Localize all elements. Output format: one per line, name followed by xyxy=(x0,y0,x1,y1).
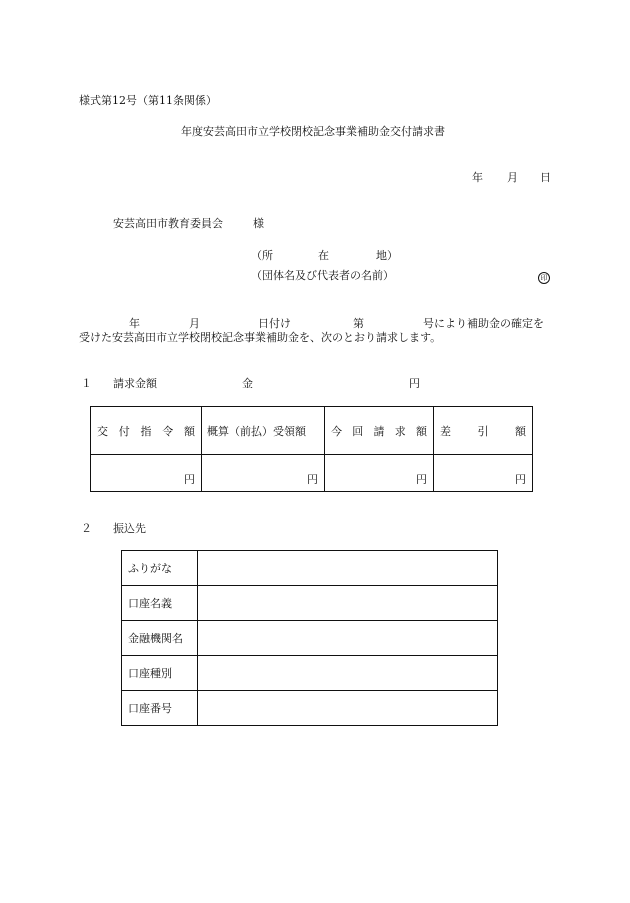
bank-row-label: 口座名義 xyxy=(122,586,198,621)
date-day-label: 日 xyxy=(540,171,551,184)
amount-header-cell xyxy=(325,407,434,455)
table-row xyxy=(122,656,498,691)
header-advance: 概算（前払）受領額 xyxy=(202,407,325,455)
table-row xyxy=(122,621,498,656)
section1-kin: 金 xyxy=(242,377,253,390)
amount-table xyxy=(90,406,533,492)
seal-mark: 印 xyxy=(538,270,550,284)
address-label-mid: 在 xyxy=(318,249,329,262)
bank-row-input[interactable] xyxy=(198,586,498,621)
amount-header-cell xyxy=(434,407,533,455)
table-row xyxy=(122,691,498,726)
body-line-2: 受けた安芸高田市立学校閉校記念事業補助金を、次のとおり請求します。 xyxy=(79,331,442,344)
amount-value-cell[interactable]: 円 xyxy=(202,455,325,492)
body-month: 月 xyxy=(189,317,200,330)
bank-row-input[interactable] xyxy=(198,691,498,726)
addressee-honorific: 様 xyxy=(253,217,264,230)
address-label-open: （所 xyxy=(251,249,273,262)
bank-row-input[interactable] xyxy=(198,621,498,656)
section2-label: 振込先 xyxy=(113,522,146,535)
bank-row-input[interactable] xyxy=(198,656,498,691)
amount-value-cell[interactable]: 円 xyxy=(434,455,533,492)
header-difference: 差 引 額 xyxy=(440,424,526,438)
address-label-close: 地） xyxy=(376,249,398,262)
amount-value-cell[interactable]: 円 xyxy=(91,455,202,492)
body-no: 第 xyxy=(353,317,364,330)
bank-row-input[interactable] xyxy=(198,551,498,586)
body-dated: 日付け xyxy=(258,317,291,330)
section1-yen: 円 xyxy=(409,377,420,390)
body-rest: 号により補助金の確定を xyxy=(423,317,544,330)
bank-table xyxy=(121,550,498,726)
table-row xyxy=(122,586,498,621)
bank-row-label: ふりがな xyxy=(122,551,198,586)
body-year: 年 xyxy=(129,317,140,330)
form-number: 様式第12号（第11条関係） xyxy=(79,94,217,107)
section2-number: ２ xyxy=(81,522,92,535)
section1-number: １ xyxy=(81,377,92,390)
header-current: 今 回 請 求 額 xyxy=(331,424,427,438)
representative-label: （団体名及び代表者の名前） xyxy=(251,269,394,282)
amount-value-cell[interactable]: 円 xyxy=(325,455,434,492)
bank-row-label: 口座番号 xyxy=(122,691,198,726)
section1-label: 請求金額 xyxy=(113,377,157,390)
header-granted: 交 付 指 令 額 xyxy=(97,424,195,438)
date-month-label: 月 xyxy=(507,171,518,184)
addressee-name: 安芸高田市教育委員会 xyxy=(113,217,223,230)
table-row xyxy=(122,551,498,586)
amount-header-cell xyxy=(91,407,202,455)
bank-row-label: 金融機関名 xyxy=(122,621,198,656)
date-year-label: 年 xyxy=(472,171,483,184)
bank-row-label: 口座種別 xyxy=(122,656,198,691)
document-title: 年度安芸高田市立学校閉校記念事業補助金交付請求書 xyxy=(181,125,445,138)
